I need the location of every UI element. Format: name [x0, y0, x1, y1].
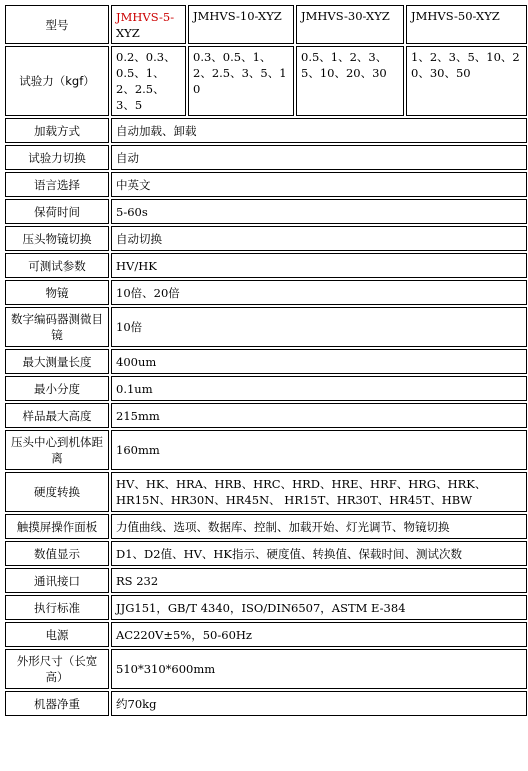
- spec-label: 硬度转换: [5, 472, 109, 512]
- spec-value: 自动: [111, 145, 527, 170]
- spec-row: [5, 403, 527, 428]
- spec-label: 最大测量长度: [5, 349, 109, 374]
- spec-row: [5, 568, 527, 593]
- spec-label: 数值显示: [5, 541, 109, 566]
- spec-label: 电源: [5, 622, 109, 647]
- spec-label: 物镜: [5, 280, 109, 305]
- spec-value: 自动加载、卸载: [111, 118, 527, 143]
- spec-value: 160mm: [111, 430, 527, 470]
- spec-row: [5, 472, 527, 512]
- spec-label: 通讯接口: [5, 568, 109, 593]
- spec-sheet: [3, 3, 525, 768]
- spec-row: [5, 622, 527, 647]
- spec-value: AC220V±5%，50-60Hz: [111, 622, 527, 647]
- spec-value: 10倍、20倍: [111, 280, 527, 305]
- spec-value: 400um: [111, 349, 527, 374]
- spec-value: JJG151，GB/T 4340，ISO/DIN6507，ASTM E-384: [111, 595, 527, 620]
- spec-row: [5, 376, 527, 401]
- spec-row: [5, 430, 527, 470]
- spec-value: 0.1um: [111, 376, 527, 401]
- spec-label: 加载方式: [5, 118, 109, 143]
- spec-label: 语言选择: [5, 172, 109, 197]
- spec-label: 外形尺寸（长宽高）: [5, 649, 109, 689]
- spec-label: 样品最大高度: [5, 403, 109, 428]
- spec-label: 机器净重: [5, 691, 109, 716]
- model-row: [5, 5, 527, 44]
- spec-row: [5, 349, 527, 374]
- spec-value: HV、HK、HRA、HRB、HRC、HRD、HRE、HRF、HRG、HRK、HR15N、HR30N、HR45N、 HR15T、HR30T、HR45T、HBW: [111, 472, 527, 512]
- model-name-4: JMHVS-50-XYZ: [406, 5, 527, 44]
- spec-label: 触摸屏操作面板: [5, 514, 109, 539]
- force-row: [5, 46, 527, 116]
- spec-label: 压头中心到机体距离: [5, 430, 109, 470]
- spec-label: 试验力切换: [5, 145, 109, 170]
- spec-row: [5, 595, 527, 620]
- force-values-2: 0.3、0.5、1、2、2.5、3、5、10: [188, 46, 294, 116]
- spec-value: 中英文: [111, 172, 527, 197]
- spec-row: [5, 226, 527, 251]
- spec-value: 力值曲线、选项、数据库、控制、加载开始、灯光调节、物镜切换: [111, 514, 527, 539]
- spec-value: 10倍: [111, 307, 527, 347]
- spec-label: 数字编码器测微目镜: [5, 307, 109, 347]
- spec-label: 可测试参数: [5, 253, 109, 278]
- spec-row: [5, 253, 527, 278]
- spec-label: 执行标准: [5, 595, 109, 620]
- spec-row: [5, 199, 527, 224]
- spec-value: 自动切换: [111, 226, 527, 251]
- spec-value: HV/HK: [111, 253, 527, 278]
- spec-label: 最小分度: [5, 376, 109, 401]
- force-label: 试验力（kgf）: [5, 46, 109, 116]
- model-name-1: [111, 5, 186, 44]
- force-values-1: 0.2、0.3、0.5、1、2、2.5、3、5: [111, 46, 186, 116]
- spec-row: [5, 514, 527, 539]
- spec-row: [5, 649, 527, 689]
- spec-label: 保荷时间: [5, 199, 109, 224]
- model-name-1-rest: XYZ: [116, 25, 140, 40]
- model-label: 型号: [5, 5, 109, 44]
- spec-row: [5, 118, 527, 143]
- spec-row: [5, 307, 527, 347]
- spec-row: [5, 691, 527, 716]
- spec-value: 5-60s: [111, 199, 527, 224]
- spec-value: D1、D2值、HV、HK指示、硬度值、转换值、保载时间、测试次数: [111, 541, 527, 566]
- spec-label: 压头物镜切换: [5, 226, 109, 251]
- force-values-3: 0.5、1、2、3、5、10、20、30: [296, 46, 404, 116]
- spec-value: 215mm: [111, 403, 527, 428]
- spec-row: [5, 145, 527, 170]
- spec-row: [5, 280, 527, 305]
- model-name-1-highlight: JMHVS-5-: [116, 9, 174, 24]
- model-name-3: JMHVS-30-XYZ: [296, 5, 404, 44]
- spec-row: [5, 172, 527, 197]
- model-name-2: JMHVS-10-XYZ: [188, 5, 294, 44]
- spec-value: 约70kg: [111, 691, 527, 716]
- spec-table: [3, 3, 528, 718]
- spec-value: RS 232: [111, 568, 527, 593]
- spec-row: [5, 541, 527, 566]
- force-values-4: 1、2、3、5、10、20、30、50: [406, 46, 527, 116]
- spec-value: 510*310*600mm: [111, 649, 527, 689]
